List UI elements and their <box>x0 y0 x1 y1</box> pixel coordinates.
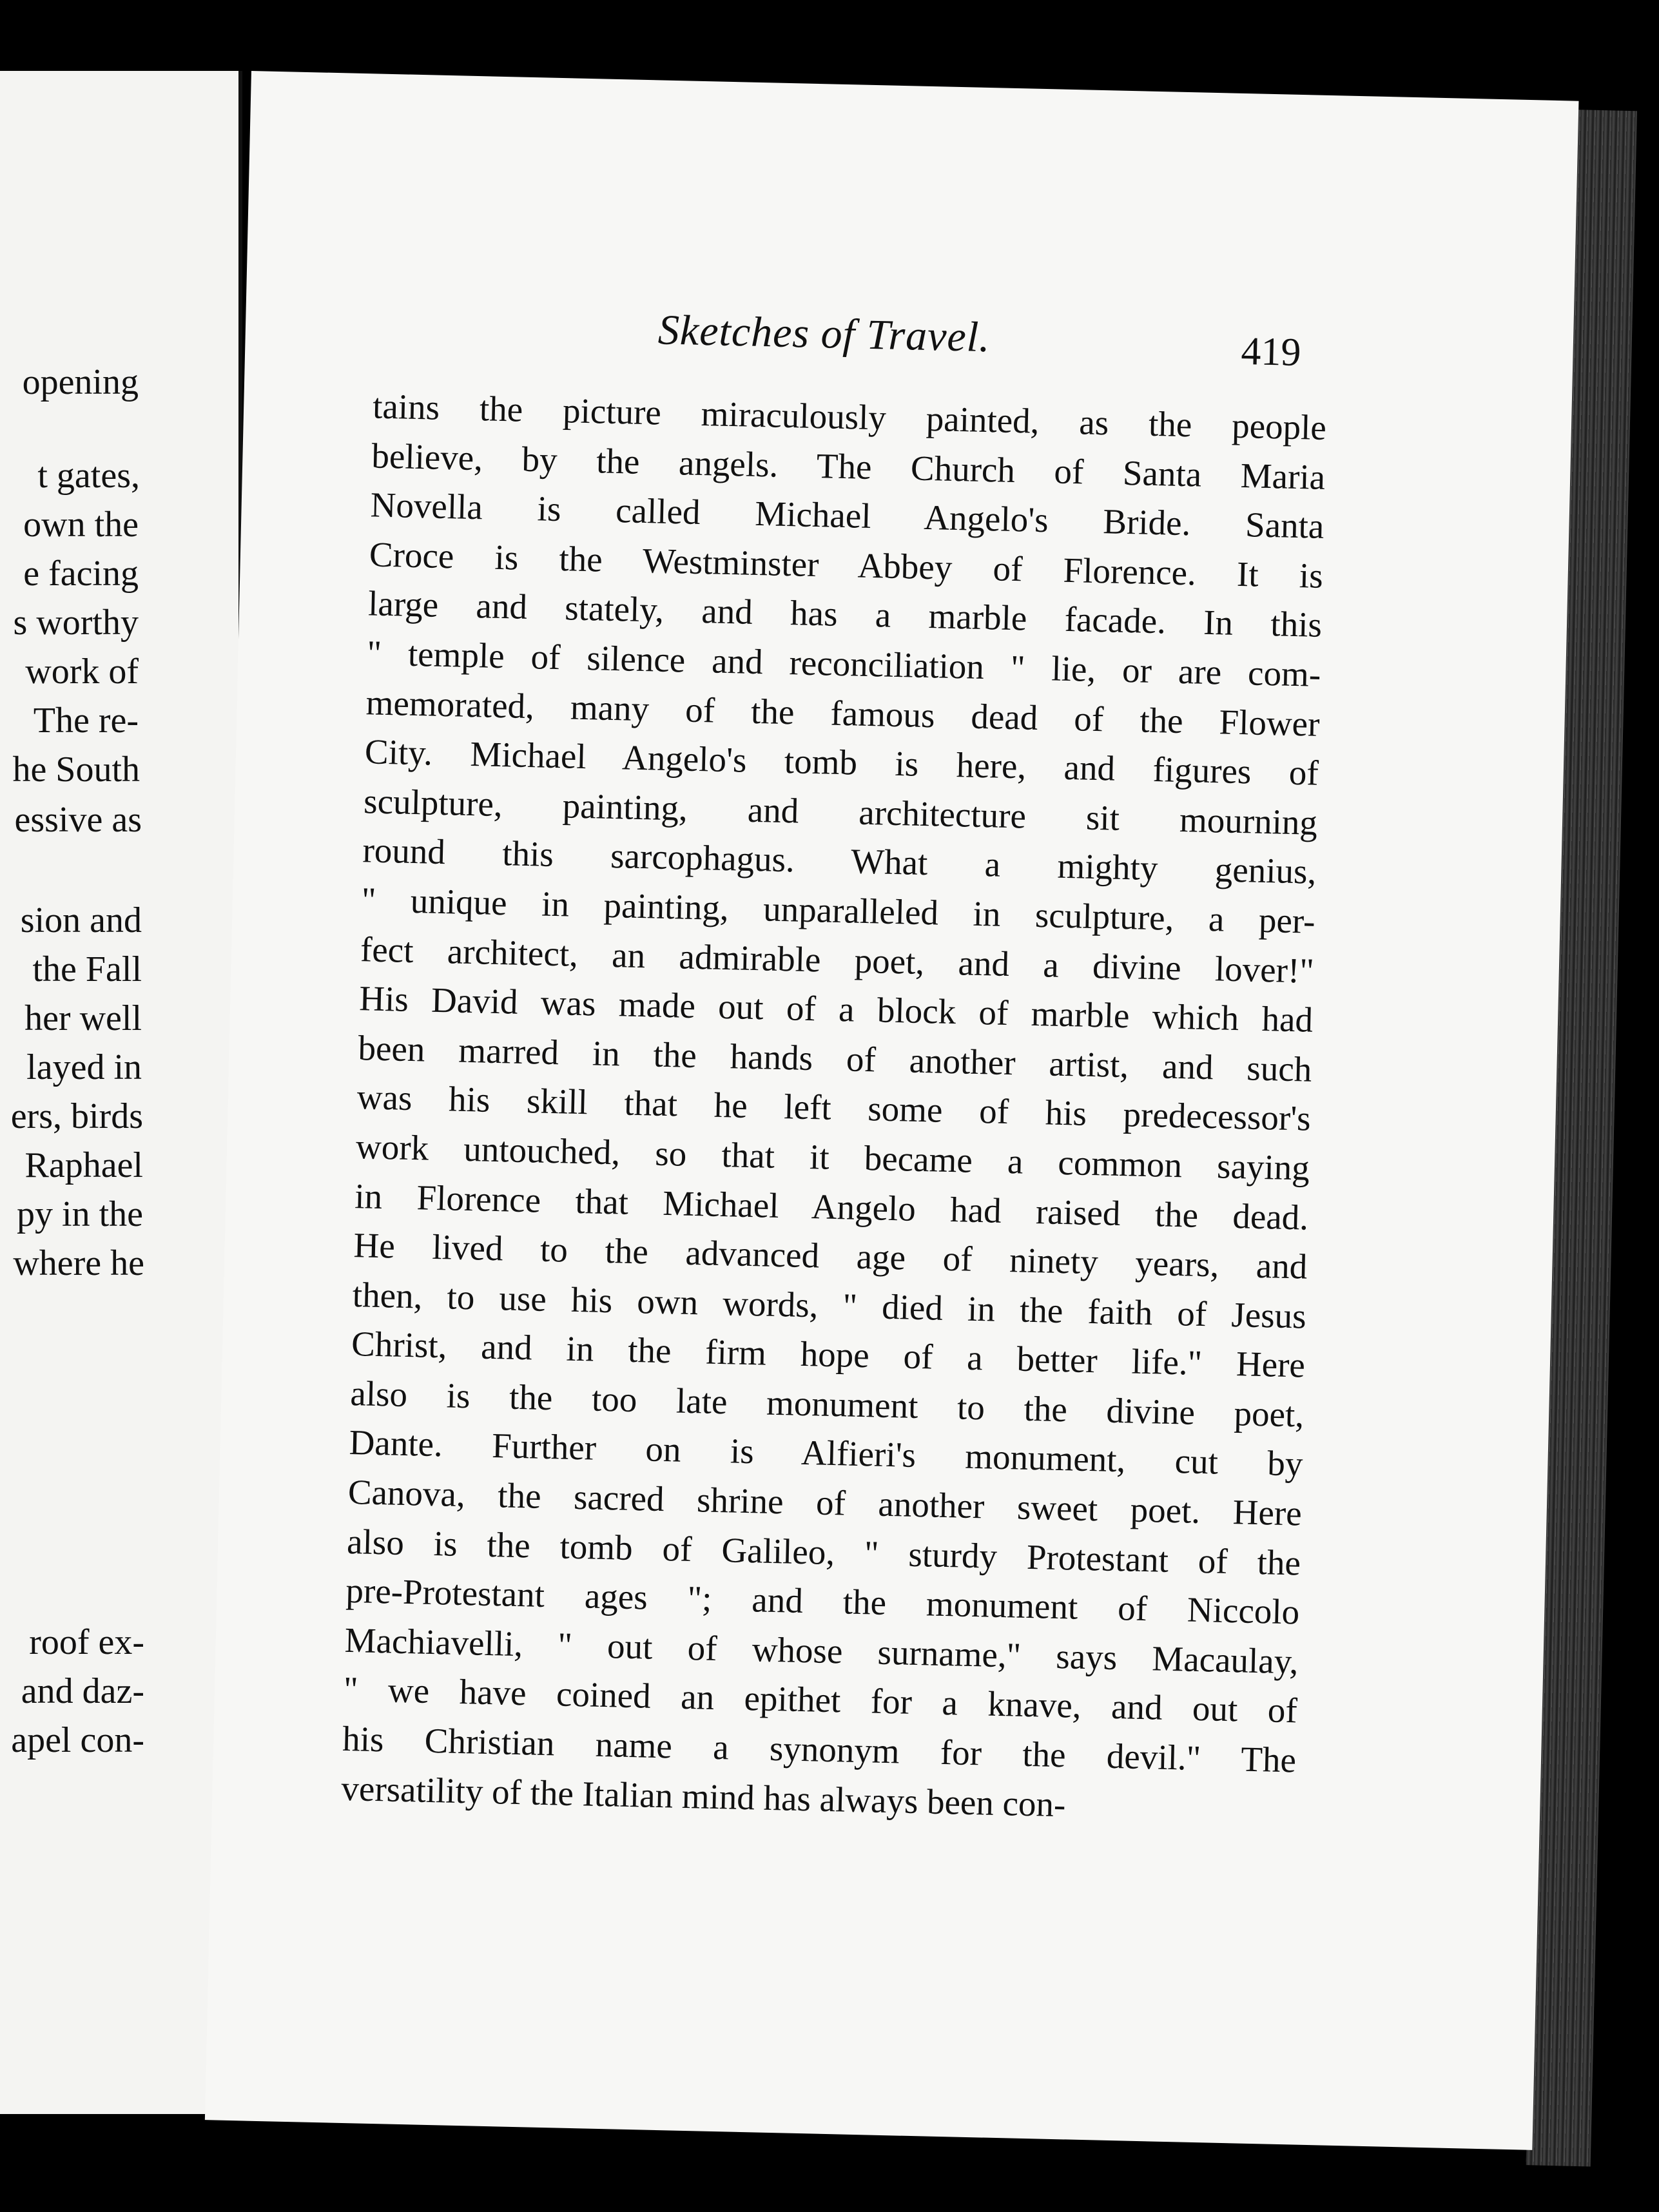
left-page-line: e facing <box>23 554 139 594</box>
text-line: Canova, the sacred shrine of another sweet poet. Here <box>347 1472 1303 1533</box>
text-line: Christ, and in the firm hope of a better life." Here <box>351 1324 1306 1385</box>
left-facing-page <box>0 71 242 2114</box>
text-line: been marred in the hands of another artist, and such <box>357 1027 1312 1089</box>
text-line: sculpture, painting, and architecture sit mourning <box>363 781 1318 842</box>
text-line: Machiavelli, " out of whose surname," says Macaulay, <box>344 1620 1299 1682</box>
left-page-line: ers, birds <box>10 1096 143 1136</box>
left-page-line: own the <box>23 505 139 545</box>
text-line: pre-Protestant ages "; and the monument of Niccolo <box>345 1571 1300 1632</box>
text-line: fect architect, an admirable poet, and a divine lover!" <box>360 929 1315 991</box>
left-page-line: where he <box>13 1243 144 1283</box>
text-line: round this sarcophagus. What a mighty genius, <box>362 830 1317 892</box>
text-line: his Christian name a synonym for the devil." The <box>342 1718 1297 1780</box>
page-number: 419 <box>1240 329 1302 375</box>
left-page-line: py in the <box>17 1194 143 1234</box>
text-line: was his skill that he left some of his predecessor's <box>356 1077 1312 1139</box>
text-line: " we have coined an epithet for a knave, and out of <box>343 1669 1298 1731</box>
text-line: large and stately, and has a marble facade. In this <box>367 583 1323 645</box>
left-page-line: and daz- <box>21 1671 144 1711</box>
text-line: " temple of silence and reconciliation " lie, or are com- <box>366 633 1321 694</box>
left-page-line: he South <box>12 750 140 790</box>
text-line: memorated, many of the famous dead of the Flower <box>365 682 1321 744</box>
text-line: in Florence that Michael Angelo had raised the dead. <box>354 1176 1309 1237</box>
left-page-line: work of <box>25 652 139 692</box>
left-page-line: essive as <box>14 800 142 840</box>
left-page-line: layed in <box>26 1047 142 1087</box>
text-line: also is the too late monument to the divine poet, <box>349 1373 1305 1435</box>
left-page-line: t gates, <box>37 456 140 496</box>
text-line: Novella is called Michael Angelo's Bride. Santa <box>370 485 1325 547</box>
text-line: versatility of the Italian mind has always been con- <box>340 1768 1067 1824</box>
right-page <box>205 71 1579 2150</box>
left-page-line: apel con- <box>11 1720 144 1760</box>
text-line: Dante. Further on is Alfieri's monument, cut by <box>349 1422 1304 1484</box>
text-line: tains the picture miraculously painted, as the people <box>372 386 1327 447</box>
left-page-line: her well <box>24 998 142 1038</box>
text-line: then, to use his own words, " died in the faith of Jesus <box>352 1274 1307 1336</box>
text-line: believe, by the angels. The Church of Santa Maria <box>371 435 1326 497</box>
left-page-line: opening <box>22 362 139 402</box>
running-head: Sketches of Travel. <box>657 306 991 362</box>
body-text <box>341 382 1327 1834</box>
text-line: also is the tomb of Galileo, " sturdy Protestant of the <box>346 1521 1301 1583</box>
text-line: His David was made out of a block of marble which had <box>358 978 1314 1040</box>
text-line: work untouched, so that it became a common saying <box>355 1127 1310 1188</box>
left-page-line: The re- <box>33 701 139 741</box>
text-line: " unique in painting, unparalleled in sculpture, a per- <box>361 880 1316 941</box>
left-page-line: s worthy <box>13 603 139 643</box>
left-page-line: Raphael <box>24 1145 143 1185</box>
text-line: City. Michael Angelo's tomb is here, and figures of <box>364 732 1319 793</box>
text-line: Croce is the Westminster Abbey of Florence. It is <box>369 534 1324 596</box>
left-page-line: the Fall <box>32 949 142 989</box>
left-page-line: sion and <box>20 900 142 940</box>
left-page-line: roof ex- <box>29 1622 144 1662</box>
text-line: He lived to the advanced age of ninety years, and <box>353 1225 1308 1286</box>
